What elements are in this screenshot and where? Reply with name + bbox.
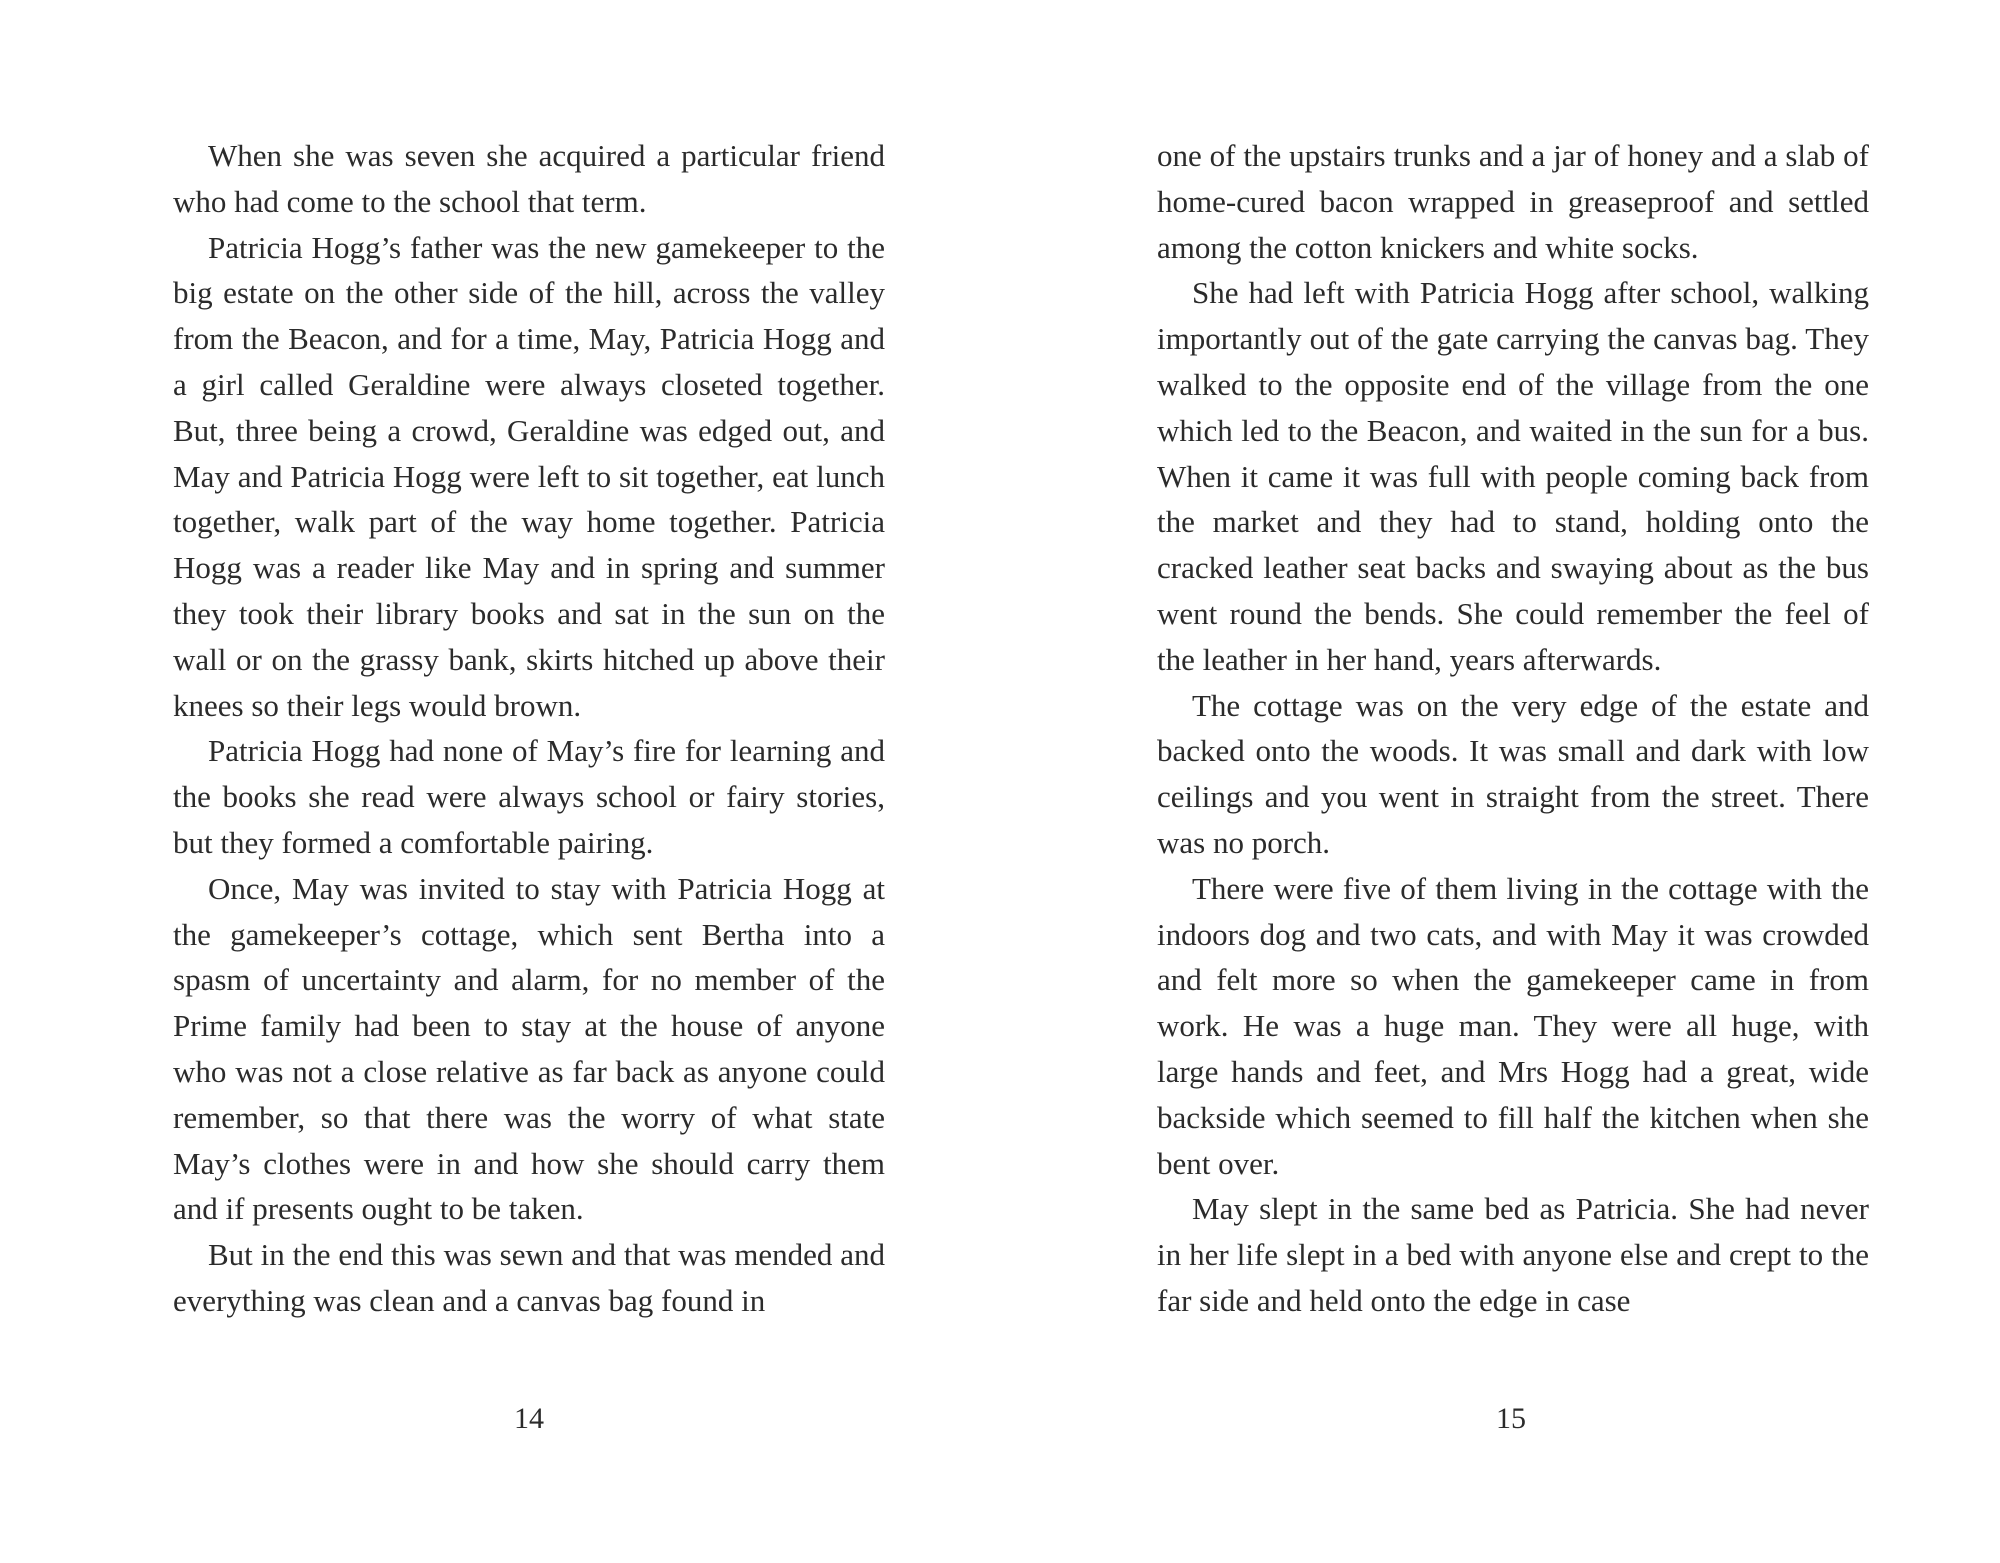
paragraph: But in the end this was sewn and that was mended and everything was clean and a canvas bag found in [173,1237,885,1318]
paragraph-continued: one of the upstairs trunks and a jar of honey and a slab of home-cured bacon wrapped in greaseproof and settled among the cotton knickers and white socks. [1157,138,1869,265]
paragraph: Patricia Hogg’s father was the new gamekeeper to the big estate on the other side of the hill, across the valley from the Beacon, and for a time, May, Patricia Hogg and a girl called Geraldine were always closeted together. But, three being a crowd, Geraldine was edged out, and May and Patricia Hogg were left to sit together, eat lunch together, walk part of the way home together. Patricia Hogg was a reader like May and in spring and summer they took their library books and sat in the sun on the wall or on the grassy bank, skirts hitched up above their knees so their legs would brown. [173,229,885,723]
paragraph: Once, May was invited to stay with Patricia Hogg at the gamekeeper’s cottage, which sent Bertha into a spasm of uncertainty and alarm, for no member of the Prime family had been to stay at the house of anyone who was not a close relative as far back as anyone could remember, so that there was the worry of what state May’s clothes were in and how she should carry them and if presents ought to be taken. [173,870,885,1227]
paragraph: There were five of them living in the cottage with the indoors dog and two cats, and with May it was crowded and felt more so when the gamekeeper came in from work. He was a huge man. They were all huge, with large hands and feet, and Mrs Hogg had a great, wide backside which seemed to fill half the kitchen when she bent over. [1157,870,1869,1181]
paragraph: Patricia Hogg had none of May’s fire for learning and the books she read were always school or fairy stories, but they formed a comfortable pairing. [173,733,885,860]
paragraph: The cottage was on the very edge of the estate and backed onto the woods. It was small and dark with low ceilings and you went in straight from the street. There was no porch. [1157,687,1869,860]
right-page-body [1157,133,1869,1324]
page-number-right: 15 [1496,1402,1526,1435]
left-page-body [173,133,885,1324]
paragraph: May slept in the same bed as Patricia. She had never in her life slept in a bed with anyone else and crept to the far side and held onto the edge in case [1157,1191,1869,1318]
right-page [1157,133,1869,1393]
left-page [173,133,885,1393]
paragraph: When she was seven she acquired a particular friend who had come to the school that term. [173,138,885,219]
page-number-left: 14 [514,1402,544,1435]
paragraph: She had left with Patricia Hogg after school, walking importantly out of the gate carrying the canvas bag. They walked to the opposite end of the village from the one which led to the Beacon, and waited in the sun for a bus. When it came it was full with people coming back from the market and they had to stand, holding onto the cracked leather seat backs and swaying about as the bus went round the bends. She could remember the feel of the leather in her hand, years afterwards. [1157,275,1869,677]
